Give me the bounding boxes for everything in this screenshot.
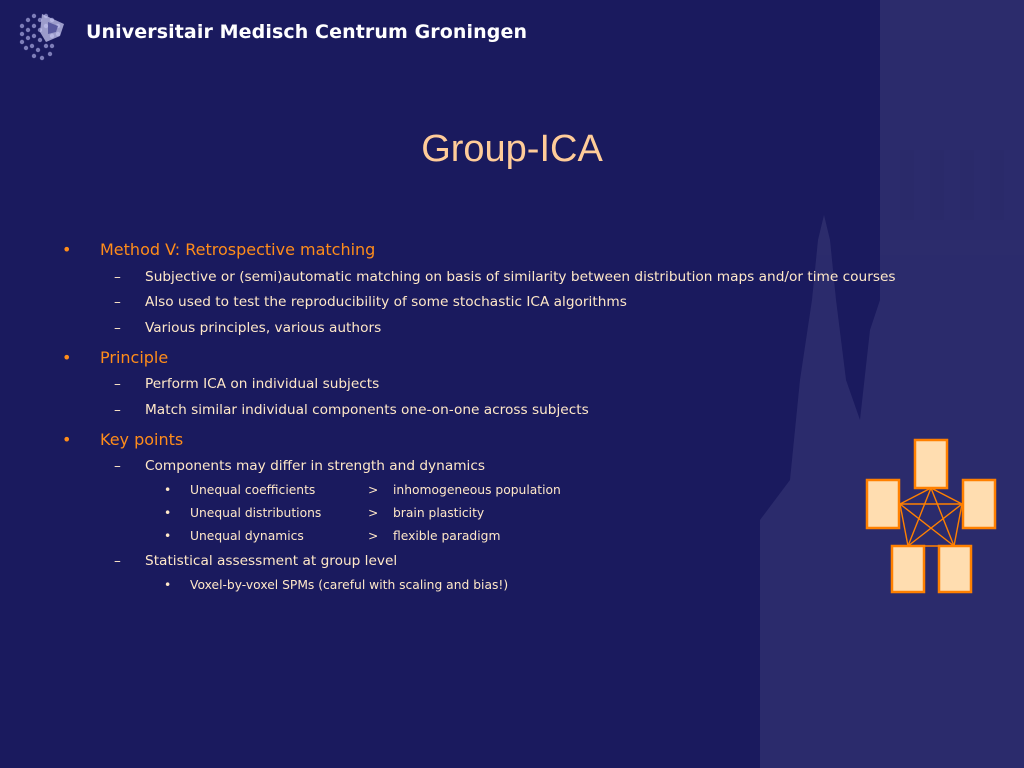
small-bullet-marker: •: [164, 483, 172, 497]
organization-name: Universitair Medisch Centrum Groningen: [86, 21, 528, 43]
cause-text: Unequal dynamics: [190, 529, 304, 543]
arrow-marker: >: [368, 506, 379, 520]
arrow-marker: >: [368, 483, 379, 497]
effect-text: flexible paradigm: [393, 529, 501, 543]
dash-marker: –: [114, 269, 121, 285]
small-bullet-marker: •: [164, 578, 172, 592]
connection-lines: [900, 488, 962, 546]
cause-text: Unequal coefficients: [190, 483, 316, 497]
item-text: Components may differ in strength and dynamics: [145, 458, 486, 474]
heading-text: Principle: [100, 348, 169, 367]
dash-marker: –: [114, 402, 121, 418]
component-box-top: [915, 440, 947, 488]
component-box-left: [867, 480, 899, 528]
dash-marker: –: [114, 458, 121, 474]
effect-text: brain plasticity: [393, 506, 485, 520]
item-text: Perform ICA on individual subjects: [145, 376, 380, 392]
umcg-logo-icon: [12, 6, 72, 66]
cause-text: Unequal distributions: [190, 506, 322, 520]
small-bullet-marker: •: [164, 506, 172, 520]
component-box-bottom-right: [939, 546, 971, 592]
item-text: Also used to test the reproducibility of some stochastic ICA algorithms: [145, 294, 627, 310]
dash-marker: –: [114, 376, 121, 392]
slide-title: Group-ICA: [421, 128, 603, 170]
bullet-marker: •: [62, 240, 72, 259]
arrow-marker: >: [368, 529, 379, 543]
item-text: Subjective or (semi)automatic matching on basis of similarity between distribution maps and/or time courses: [145, 269, 896, 285]
dash-marker: –: [114, 320, 121, 336]
component-box-right: [963, 480, 995, 528]
heading-text: Method V: Retrospective matching: [100, 240, 376, 259]
item-text: Match similar individual components one-on-one across subjects: [145, 402, 589, 418]
bullet-marker: •: [62, 348, 72, 367]
heading-text: Key points: [100, 430, 184, 449]
component-box-bottom-left: [892, 546, 924, 592]
bullet-marker: •: [62, 430, 72, 449]
dash-marker: –: [114, 294, 121, 310]
item-text: Various principles, various authors: [145, 320, 382, 336]
small-bullet-marker: •: [164, 529, 172, 543]
effect-text: inhomogeneous population: [393, 483, 561, 497]
note-text: Voxel-by-voxel SPMs (careful with scaling and bias!): [190, 578, 509, 592]
component-matching-diagram: [862, 436, 1000, 596]
dash-marker: –: [114, 553, 121, 569]
item-text: Statistical assessment at group level: [145, 553, 398, 569]
